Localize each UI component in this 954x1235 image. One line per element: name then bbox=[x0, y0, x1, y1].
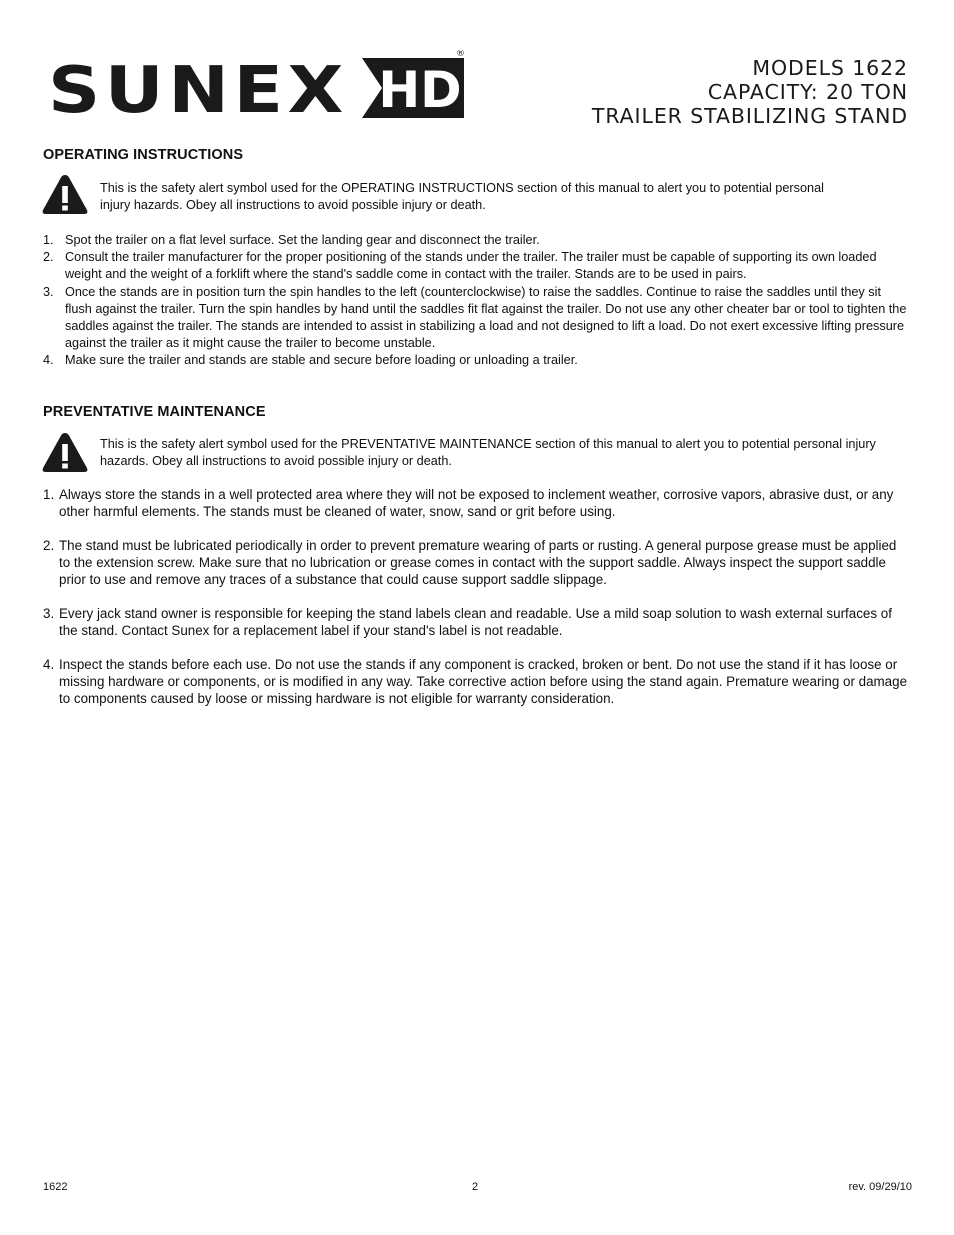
logo-wordmark: SUNEX bbox=[48, 54, 348, 122]
footer-page-number: 2 bbox=[472, 1181, 479, 1193]
title-models: MODELS 1622 bbox=[752, 56, 908, 80]
title-capacity: CAPACITY: 20 TON bbox=[707, 80, 908, 104]
list-item-number: 3. bbox=[43, 284, 54, 299]
list-item-number: 2. bbox=[43, 250, 54, 265]
list-item bbox=[43, 249, 911, 283]
logo-hd-badge bbox=[362, 58, 464, 119]
list-item-text: Make sure the trailer and stands are stable and secure before loading or unloading a trailer. bbox=[65, 353, 578, 368]
list-item bbox=[43, 656, 911, 707]
list-item bbox=[43, 352, 911, 369]
footer-model-number: 1622 bbox=[43, 1181, 68, 1193]
footer-revision-date: rev. 09/29/10 bbox=[848, 1181, 912, 1193]
registered-mark: ® bbox=[456, 50, 465, 59]
list-item-number: 1. bbox=[43, 487, 55, 502]
title-product: TRAILER STABILIZING STAND bbox=[591, 104, 908, 128]
maintenance-steps-list bbox=[43, 486, 911, 724]
document-title bbox=[592, 56, 908, 128]
operating-steps-list bbox=[43, 232, 911, 370]
list-item-text: Once the stands are in position turn the spin handles to the left (counterclockwise) to raise the saddles. Continue to raise the saddles until they sit flush against the trailer. Turn the spin handles by hand until the saddles fit flat against the trailer. Do not use any other cheater bar or tool to tighten the saddles against the trailer. The stands are intended to assist in stabilizing a load and not designed to lift a load. Do not exert excessive lifting pressure against the trailer as it might cause the trailer to become unstable. bbox=[65, 284, 907, 351]
list-item-text: Always store the stands in a well protected area where they will not be exposed to inclement weather, corrosive vapors, abrasive dust, or any other harmful elements. The stands must be cleaned of water, snow, sand or grit before using. bbox=[59, 487, 894, 519]
warning-triangle-icon bbox=[41, 431, 89, 474]
list-item-text: Inspect the stands before each use. Do not use the stands if any component is cracked, broken or bent. Do not use the stand if it has loose or missing hardware or components, or is modified in any way. Take corrective action before using the stand again. Premature wearing or damage to components caused by loose or missing hardware is not eligible for warranty consideration. bbox=[59, 657, 908, 706]
logo-hd-text: HD bbox=[378, 61, 462, 119]
operating-alert-text: This is the safety alert symbol used for the OPERATING INSTRUCTIONS section of this manual to alert you to potential personal injury hazards. Obey all instructions to avoid possible injury or death. bbox=[100, 181, 824, 212]
operating-instructions-heading: OPERATING INSTRUCTIONS bbox=[43, 147, 244, 163]
list-item-number: 2. bbox=[43, 538, 55, 553]
list-item-number: 4. bbox=[43, 657, 55, 672]
maintenance-alert-text: This is the safety alert symbol used for the PREVENTATIVE MAINTENANCE section of this manual to alert you to potential personal injury hazards. Obey all instructions to avoid possible injury or death. bbox=[100, 437, 876, 468]
sunex-hd-logo bbox=[48, 50, 468, 122]
list-item-text: The stand must be lubricated periodically in order to prevent premature wearing of parts or rusting. A general purpose grease must be applied to the extension screw. Make sure that no lubrication or grease comes in contact with the support saddle. Always inspect the support saddle prior to use and remove any traces of a substance that could cause support saddle slippage. bbox=[59, 538, 897, 587]
list-item-number: 1. bbox=[43, 233, 54, 247]
warning-triangle-icon bbox=[41, 173, 89, 216]
list-item-text: Every jack stand owner is responsible for keeping the stand labels clean and readable. Use a mild soap solution to wash external surfaces of the stand. Contact Sunex for a replacement label if your stand's label is not readable. bbox=[59, 606, 892, 638]
list-item bbox=[43, 486, 911, 520]
list-item bbox=[43, 605, 911, 639]
preventative-maintenance-heading: PREVENTATIVE MAINTENANCE bbox=[43, 404, 266, 420]
list-item-text: Consult the trailer manufacturer for the proper positioning of the stands under the trailer. The trailer must be capable of supporting its own loaded weight and the weight of a forklift where the stand's saddle come in contact with the trailer. Stands are to be used in pairs. bbox=[65, 250, 877, 282]
list-item bbox=[43, 537, 911, 588]
list-item bbox=[43, 232, 911, 249]
list-item-text: Spot the trailer on a flat level surface. Set the landing gear and disconnect the trailer. bbox=[65, 233, 540, 247]
list-item-number: 4. bbox=[43, 353, 54, 368]
list-item bbox=[43, 284, 911, 353]
list-item-number: 3. bbox=[43, 606, 55, 621]
